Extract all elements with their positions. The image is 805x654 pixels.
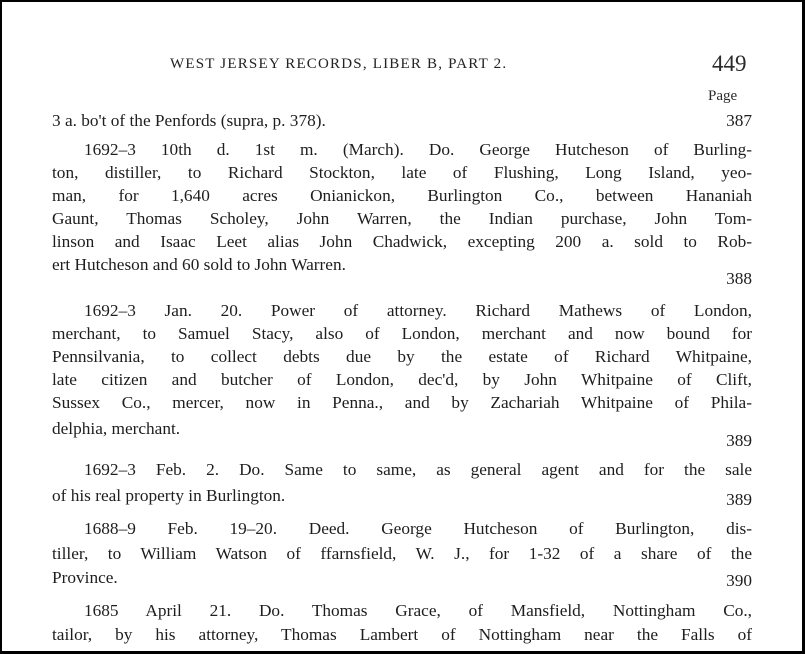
page-number: 449 (712, 51, 747, 76)
entry-line: merchant, to Samuel Stacy, also of London, merchant and now bound for (52, 324, 752, 343)
page-column-label: Page (708, 88, 738, 104)
entry-line: 1692–3 Jan. 20. Power of attorney. Richard Mathews of London, (84, 301, 752, 320)
entry-line: 1692–3 10th d. 1st m. (March). Do. George Hutcheson of Burling- (84, 140, 752, 159)
entry-line: Pennsilvania, to collect debts due by the estate of Richard Whitpaine, (52, 347, 752, 366)
entry-line: delphia, merchant. (52, 419, 181, 438)
entry-line: 3 a. bo't of the Penfords (supra, p. 378). (52, 111, 326, 130)
entry-line: tailor, by his attorney, Thomas Lambert of Nottingham near the Falls of (52, 625, 752, 644)
entry-line: man, for 1,640 acres Onianickon, Burlington Co., between Hananiah (52, 186, 752, 205)
entry-line: Province. (52, 568, 118, 587)
entry-line: late citizen and butcher of London, dec'd, by John Whitpaine of Clift, (52, 370, 752, 389)
running-title: WEST JERSEY RECORDS, LIBER B, PART 2. (170, 56, 508, 72)
entry-line: ton, distiller, to Richard Stockton, late of Flushing, Long Island, yeo- (52, 163, 752, 182)
entry-line: Sussex Co., mercer, now in Penna., and by Zachariah Whitpaine of Phila- (52, 393, 752, 412)
entry-line: tiller, to William Watson of ffarnsfield, W. J., for 1-32 of a share of the (52, 544, 752, 563)
entry-line: 1688–9 Feb. 19–20. Deed. George Hutcheson of Burlington, dis- (84, 519, 752, 538)
entry-line: ert Hutcheson and 60 sold to John Warren. (52, 255, 346, 274)
page-reference: 388 (726, 269, 752, 288)
entry-line: 1685 April 21. Do. Thomas Grace, of Mansfield, Nottingham Co., (84, 601, 752, 620)
entry-line: linson and Isaac Leet alias John Chadwick, excepting 200 a. sold to Rob- (52, 232, 752, 251)
entry-line: 1692–3 Feb. 2. Do. Same to same, as general agent and for the sale (84, 460, 752, 479)
entry-line: of his real property in Burlington. (52, 486, 286, 505)
page-reference: 389 (726, 431, 752, 450)
entry-line: Gaunt, Thomas Scholey, John Warren, the Indian purchase, John Tom- (52, 209, 752, 228)
page-reference: 390 (726, 571, 752, 590)
page-reference: 389 (726, 490, 752, 509)
page-reference: 387 (726, 111, 752, 130)
